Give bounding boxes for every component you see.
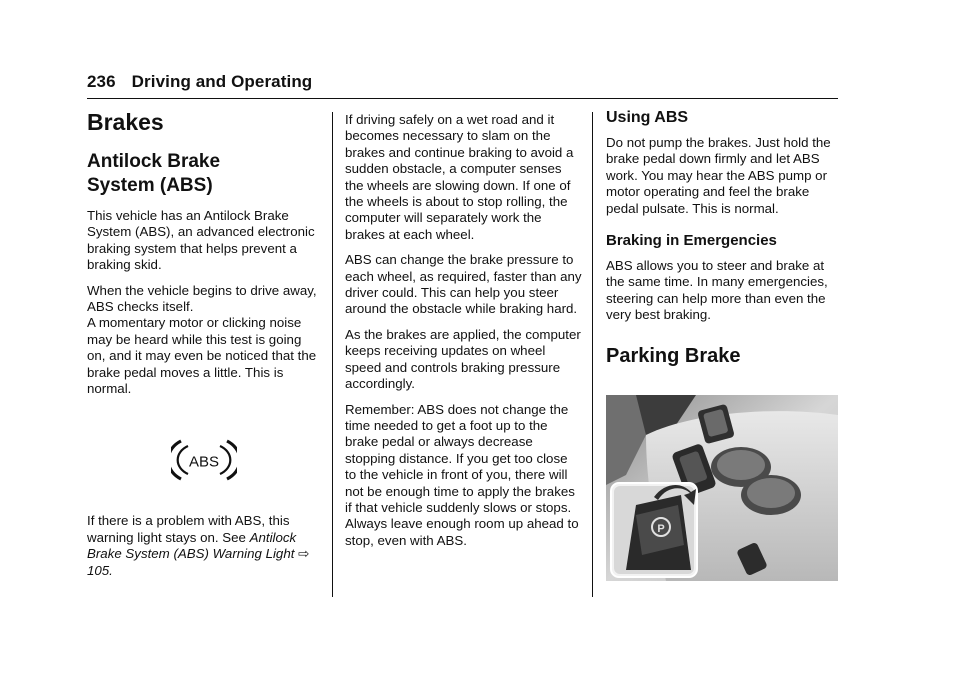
abs-self-check-b: A momentary motor or clicking noise may be heard while this test is going on, and it may even be noticed that the brake pedal moves a little. This is normal.: [87, 315, 317, 397]
parking-brake-switch-icon: [606, 395, 838, 581]
abs-intro-paragraph: This vehicle has an Antilock Brake System (ABS), an advanced electronic braking system that helps prevent a braking skid.: [87, 208, 315, 273]
heading-parking-brake: Parking Brake: [606, 344, 741, 367]
heading-using-abs: Using ABS: [606, 109, 689, 126]
abs-updates-paragraph: As the brakes are applied, the computer keeps receiving updates on wheel speed and controls braking pressure accordingly.: [345, 326, 581, 392]
abs-warning-ref-link[interactable]: Antilock Brake System (ABS) Warning Light: [87, 529, 297, 562]
column-2: [345, 112, 582, 558]
abs-pressure-paragraph: ABS can change the brake pressure to each wheel, as required, faster than any driver could. This can help you steer around the obstacle while braking hard.: [345, 252, 582, 317]
page-header: [87, 72, 312, 92]
section-title: Driving and Operating: [131, 72, 313, 91]
abs-warning-text: If there is a problem with ABS, this warning light stays on. See: [87, 513, 290, 545]
column-divider-2: [592, 112, 593, 597]
abs-warning-page-ref[interactable]: 105.: [87, 562, 113, 578]
page-ref-arrow-icon: [294, 546, 309, 561]
heading-abs-line1: Antilock Brake: [87, 151, 221, 172]
page-number: 236: [87, 72, 116, 91]
heading-braking-emergencies: Braking in Emergencies: [606, 232, 777, 250]
column-1: [87, 108, 321, 588]
header-rule: [87, 98, 838, 99]
using-abs-paragraph: Do not pump the brakes. Just hold the brake pedal down firmly and let ABS work. You may hear the ABS pump or motor operating and feel the brake pedal pulsate. This is normal.: [606, 135, 831, 216]
heading-abs-line2: System (ABS): [87, 175, 213, 196]
abs-self-check-paragraph: [87, 283, 321, 398]
abs-icon-text: ABS: [188, 453, 220, 471]
arrow-glyph: ⇨: [298, 546, 310, 562]
abs-self-check-a: When the vehicle begins to drive away, ABS checks itself.: [87, 282, 317, 315]
column-3: [606, 108, 838, 384]
abs-warning-paragraph: [87, 513, 321, 579]
heading-abs: [87, 150, 321, 198]
braking-emergencies-paragraph: ABS allows you to steer and brake at the same time. In many emergencies, steering can help more than even the very best braking.: [606, 258, 828, 323]
abs-warning-icon: [171, 437, 237, 483]
heading-brakes: Brakes: [87, 109, 164, 135]
column-divider-1: [332, 112, 333, 597]
svg-text:P: P: [657, 523, 665, 535]
parking-brake-photo: [606, 395, 838, 581]
abs-remember-paragraph: Remember: ABS does not change the time needed to get a foot up to the brake pedal or always decrease stopping distance. If you get too close to the vehicle in front of you, there will not be enough time to apply the brakes if that vehicle suddenly slows or stops. Always leave enough room up ahead to stop, even with ABS.: [345, 401, 579, 548]
abs-wet-road-paragraph: If driving safely on a wet road and it becomes necessary to slam on the brakes and continue braking to avoid a sudden obstacle, a computer senses the wheels are slowing down. If one of the wheels is about to stop rolling, the computer will separately work the brakes at each wheel.: [345, 112, 574, 242]
